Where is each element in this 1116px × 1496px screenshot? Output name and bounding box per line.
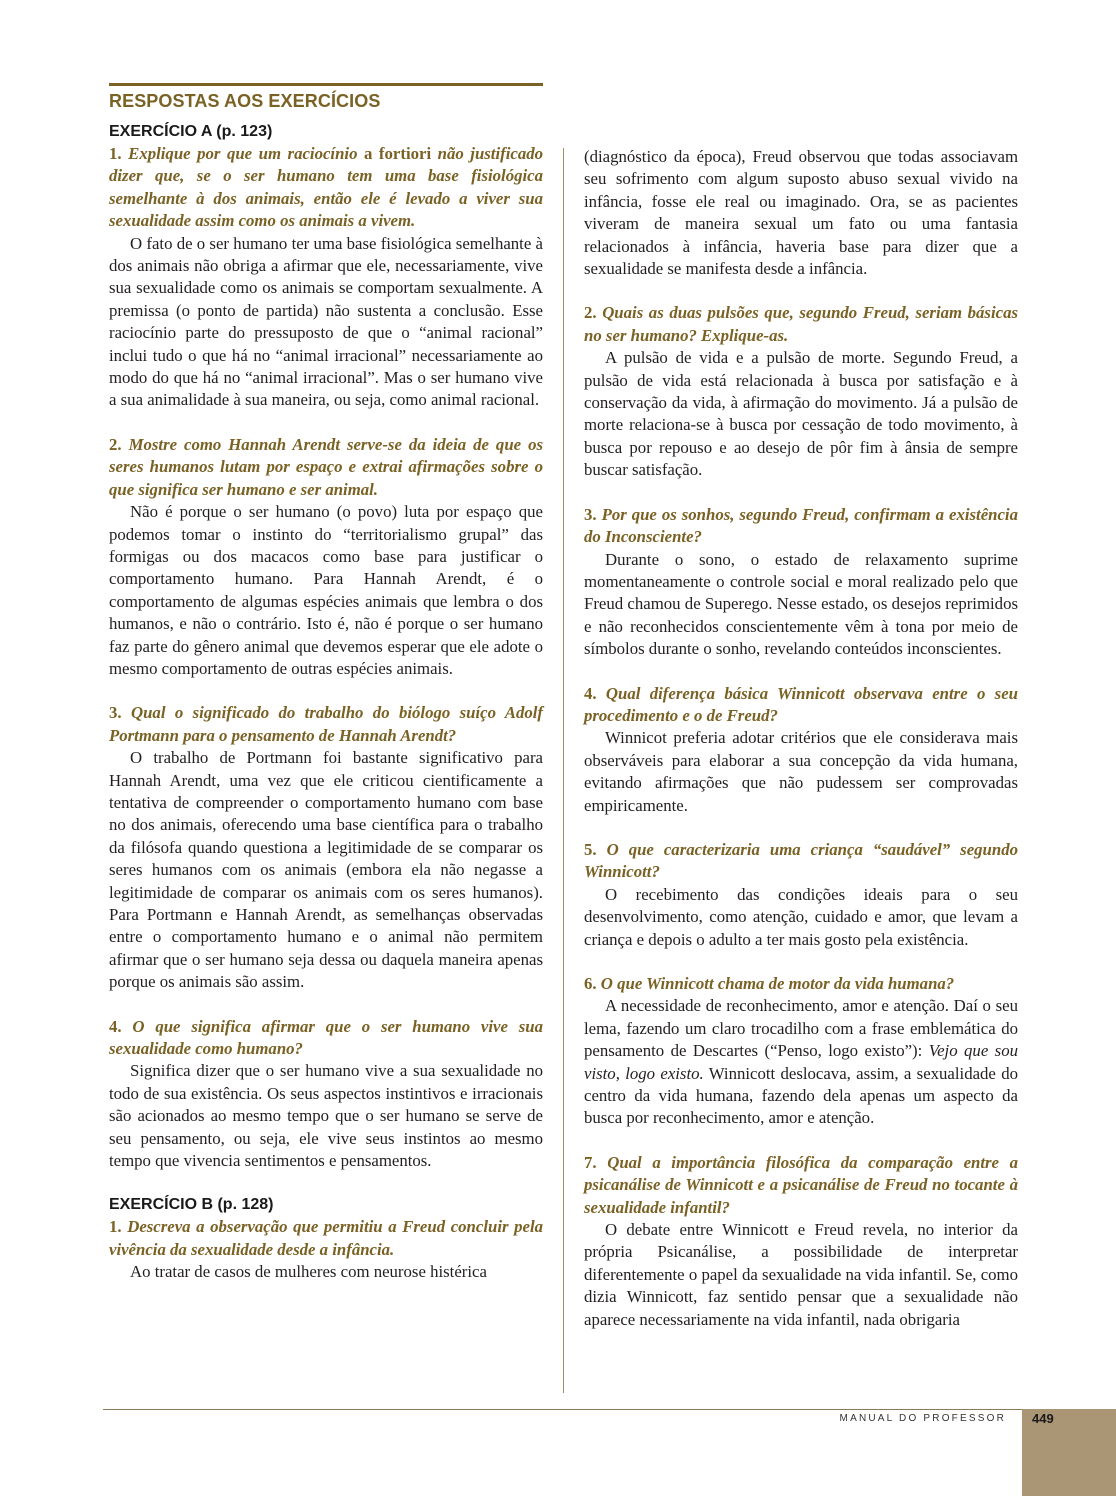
answer-b6: [584, 995, 1018, 1129]
question-text: Mostre como Hannah Arendt serve-se da ideia de que os seres humanos lutam por espaço e extrai afirmações sobre o que significa ser humano e ser animal.: [109, 434, 543, 499]
page-number: 449: [1032, 1411, 1054, 1426]
answer-b3: Durante o sono, o estado de relaxamento suprime momentaneamente o controle social e moral realizado pelo que Freud chamou de Superego. Nesse estado, os desejos reprimidos e não reconhecidos conscientemente vêm à tona por meio de símbolos durante o sonho, revelando conteúdos inconscientes.: [584, 549, 1018, 659]
answer-a1: O fato de o ser humano ter uma base fisiológica semelhante à dos animais não obriga a afirmar que ele, necessariamente, vive sua sexualidade como os animais se comportam sexualmente. A premissa (o ponto de partida) não sustenta a conclusão. Esse raciocínio parte do pressuposto de que o “animal racional” inclui tudo o que há no “animal irracional” necessariamente ao modo do que há no “animal irracional”. Mas o ser humano vive a sua animalidade à sua maneira, ou seja, como animal racional.: [109, 233, 543, 410]
question-number: 6.: [584, 974, 597, 993]
question-a3: [109, 702, 543, 747]
answer-b4: Winnicot preferia adotar critérios que ele considerava mais observáveis para elaborar a sua concepção da vida humana, evitando afirmações que não pudessem ser comprovadas empiricamente.: [584, 728, 1018, 815]
answer-b2: A pulsão de vida e a pulsão de morte. Segundo Freud, a pulsão de vida está relacionada à busca por satisfação e à conservação da vida, à afirmação do movimento. Já a pulsão de morte relaciona-se à busca por cessação de todo movimento, à busca por repouso e ao desejo de pôr fim à ânsia de sempre buscar satisfação.: [584, 348, 1018, 480]
answer-b5: O recebimento das condições ideais para o seu desenvolvimento, como atenção, cuidado e amor, que levam a criança e depois o adulto a ter mais gosto pela existência.: [584, 884, 1018, 949]
question-number: 4.: [584, 683, 597, 703]
question-a4: [109, 1016, 543, 1061]
answer-a2: Não é porque o ser humano (o povo) luta por espaço que podemos tomar o instinto do “territorialismo grupal” das formigas ou dos macacos como base para justificar o comportamento humano. Para Hannah Arendt, é o comportamento de algumas espécies animais que lembra o dos humanos, e não o contrário. Isto é, não é porque o ser humano faz parte do gênero animal que devemos esperar que ele adote o mesmo comportamento de outras espécies animais.: [109, 502, 543, 678]
exercise-b-heading: EXERCÍCIO B (p. 128): [109, 1196, 274, 1214]
question-text: Descreva a observação que permitiu a Freud concluir pela vivência da sexualidade desde a infância.: [109, 1217, 544, 1259]
question-text: Qual o significado do trabalho do biólogo suíço Adolf Portmann para o pensamento de Hannah Arendt?: [109, 703, 543, 745]
question-b3: [584, 504, 1018, 549]
question-b2: [584, 302, 1018, 347]
exercise-a-heading: EXERCÍCIO A (p. 123): [109, 123, 273, 140]
answer-a4: Significa dizer que o ser humano vive a sua sexualidade no todo de sua existência. Os seus aspectos instintivos e irracionais são acionados ao mesmo tempo que o ser humano se serve de seu pensamento, ou seja, ele vive seus instintos ao mesmo tempo que vivencia sentimentos e pensamentos.: [109, 1061, 543, 1171]
question-b1: [109, 1216, 543, 1261]
answer-a3: O trabalho de Portmann foi bastante significativo para Hannah Arendt, uma vez que ele criticou cientificamente a tentativa de compreender o comportamento humano com base no dos animais, oferecendo uma base científica para o trabalho da filósofa quando questiona a legitimidade de se comparar os seres humanos com os animais (embora ela não negasse a legitimidade de comparar os animais com os seres humanos). Para Portmann e Hannah Arendt, as semelhanças observadas entre o comportamento humano e o animal não permitem afirmar que o ser humano seja dessa ou daquela maneira apenas porque os animais são assim.: [109, 748, 543, 992]
question-number: 7.: [584, 1152, 597, 1172]
question-b5: [584, 839, 1018, 884]
question-number: 3.: [584, 504, 597, 524]
question-a2: [109, 434, 543, 501]
section-title: RESPOSTAS AOS EXERCÍCIOS: [109, 91, 381, 111]
question-text: Qual diferença básica Winnicott observava entre o seu procedimento e o de Freud?: [584, 683, 1018, 725]
answer-text: A necessidade de reconhecimento, amor e atenção. Daí o seu lema, fazendo um claro trocadilho com a frase emblemática do pensamento de Descartes (“Penso, logo existo”):: [584, 996, 1018, 1061]
footer-label: MANUAL DO PROFESSOR: [839, 1413, 1006, 1424]
right-column: [584, 146, 1018, 1331]
answer-text: Winnicott deslocava, assim, a sexualidade do centro da vida humana, fazendo dela apenas um aspecto da busca por reconhecimento, amor e atenção.: [584, 1063, 1018, 1128]
question-number: 5.: [584, 839, 597, 859]
answer-b7: O debate entre Winnicott e Freud revela, no interior da própria Psicanálise, a possibilidade de interpretar diferentemente o papel da sexualidade na vida infantil. Se, como dizia Winnicott, faz sentido pensar que a sexualidade não aparece necessariamente na vida infantil, nada obrigaria: [584, 1220, 1018, 1329]
footer-rule: [103, 1409, 1023, 1410]
question-number: 2.: [109, 434, 122, 454]
left-column: [109, 121, 543, 1284]
question-text: não justificado dizer que, se o ser humano tem uma base fisiológica semelhante à dos animais, então ele é levado a viver sua sexualidade assim como os animais a vivem.: [109, 144, 543, 231]
question-text: O que Winnicott chama de motor da vida humana?: [600, 974, 955, 993]
question-number: 1.: [109, 1217, 122, 1237]
question-number: 2.: [584, 303, 597, 323]
question-text: Por que os sonhos, segundo Freud, confirmam a existência do Inconsciente?: [584, 504, 1018, 547]
answer-motto: Vejo que sou visto, logo existo.: [584, 1041, 1018, 1083]
column-divider: [563, 148, 564, 1393]
question-b4: [584, 683, 1018, 728]
question-a1: [109, 143, 543, 233]
question-text: Explique por que um raciocínio: [128, 144, 358, 163]
question-text: Qual a importância filosófica da comparação entre a psicanálise de Winnicott e a psicanálise de Freud no tocante à sexualidade infantil?: [584, 1152, 1018, 1217]
section-top-rule: [109, 83, 543, 86]
answer-b1-start: Ao tratar de casos de mulheres com neurose histérica: [130, 1262, 487, 1282]
question-text: O que significa afirmar que o ser humano vive sua sexualidade como humano?: [109, 1016, 543, 1059]
question-number: 1.: [109, 144, 122, 163]
question-number: 3.: [109, 703, 122, 723]
question-text: O que caracterizaria uma criança “saudável” segundo Winnicott?: [584, 839, 1019, 882]
question-b7: [584, 1152, 1018, 1219]
question-number: 4.: [109, 1016, 122, 1036]
answer-b1-continued: (diagnóstico da época), Freud observou que todas associavam seu sofrimento com algum suposto abuso sexual vivido na infância, fosse ele real ou imaginado. Ora, se as pacientes viveram de maneira sexual um fato ou uma fantasia relacionados à infância, haveria base para dizer que a sexualidade se manifesta desde a infância.: [584, 147, 1018, 279]
question-text: Quais as duas pulsões que, segundo Freud, seriam básicas no ser humano? Explique-as.: [584, 303, 1018, 345]
question-latin-term: a fortiori: [364, 144, 432, 163]
question-b6: [584, 973, 1018, 995]
